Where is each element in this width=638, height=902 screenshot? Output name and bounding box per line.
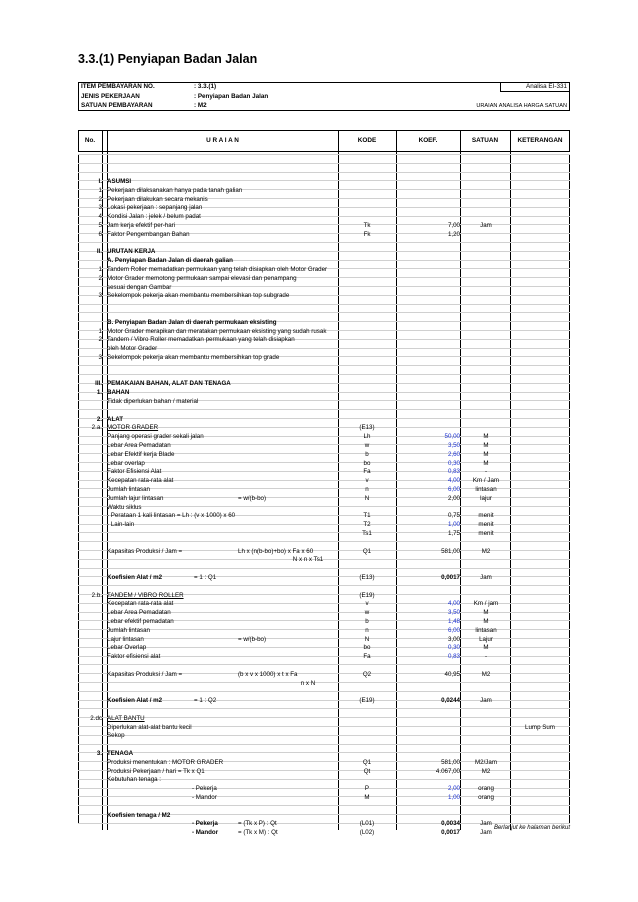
cell-kode: P <box>364 785 370 793</box>
table-row <box>78 609 570 618</box>
cell-desc: A. Penyiapan Badan Jalan di daerah galian <box>107 257 233 265</box>
table-row <box>78 319 570 328</box>
grid-line <box>78 409 570 410</box>
cell-kode: w <box>364 442 370 449</box>
cell-koef: 1,00 <box>447 794 460 801</box>
table-row <box>78 257 570 266</box>
table-row <box>78 504 570 513</box>
col-uraian: U R A I A N <box>206 137 239 144</box>
cell-koef: 0,0244 <box>441 697 460 705</box>
cell-sat: M <box>483 442 489 449</box>
cell-sat: M <box>483 644 489 652</box>
cell-kode: N <box>364 494 370 502</box>
cell-no: 2.dc <box>90 714 102 722</box>
cell-desc: Kecepatan rata-rata alat <box>107 477 174 485</box>
cell-no: 2.b. <box>91 591 102 599</box>
col-koef: KOEF. <box>418 137 438 144</box>
table-row <box>78 592 570 601</box>
cell-mid2: N x n x Ts1 <box>292 556 324 564</box>
cell-mid: = w/(b-bo) <box>238 635 267 643</box>
table-row <box>78 644 570 653</box>
cell-koef: 0,83 <box>447 468 460 476</box>
grid-line <box>78 312 570 313</box>
cell-desc: Lebar Area Pemadatan <box>107 442 171 449</box>
cell-koef: 1,48 <box>447 618 460 625</box>
table-row <box>78 521 570 530</box>
analysis-sheet <box>78 130 570 837</box>
table-row <box>78 416 570 425</box>
cell-desc: Koefisien Alat / m2 <box>107 574 163 581</box>
cell-desc: PEMAKAIAN BAHAN, ALAT DAN TENAGA <box>107 380 231 388</box>
cell-desc: Pekerjaan dilakukan secara mekanis <box>107 195 208 203</box>
cell-koef: 4,00 <box>447 600 460 608</box>
table-row <box>78 433 570 442</box>
cell-desc: Lebar overlap <box>107 459 145 467</box>
cell-sat: M <box>483 450 489 458</box>
cell-no: 3 <box>98 204 102 212</box>
cell-kode: w <box>364 609 370 617</box>
cell-desc: - Perataan 1 kali lintasan = Lh : (v x 1000) x 60 <box>107 512 236 520</box>
table-row <box>78 574 570 583</box>
table-row <box>78 618 570 627</box>
cell-sat: Km / Jam <box>472 477 500 485</box>
item-label: ITEM PEMBAYARAN NO. <box>81 83 155 90</box>
cell-sat: lintasan <box>475 626 497 634</box>
footer-note: Berlanjut ke halaman berikut <box>493 825 570 831</box>
cell-desc: Sekop <box>107 732 125 740</box>
analysis-code: Analisa EI-331 <box>526 83 567 90</box>
cell-desc: Motor Grader merapikan dan meratakan permukaan eksisting yang sudah rusak <box>107 327 327 335</box>
cell-desc: Kebutuhan tenaga : <box>107 776 162 784</box>
cell-koef: 1,00 <box>447 521 460 529</box>
cell-koef: 2,00 <box>447 494 460 502</box>
cell-kode: bo <box>363 644 371 652</box>
cell-no: 6 <box>98 230 102 238</box>
col-satuan: SATUAN <box>471 137 499 144</box>
cell-mid: = w/(b-bo) <box>238 494 267 502</box>
table-row <box>78 196 570 205</box>
cell-kode: v <box>365 600 369 608</box>
table-row <box>78 512 570 521</box>
cell-mid2: n x N <box>300 679 316 687</box>
cell-kode: n <box>365 626 369 634</box>
table-row <box>78 530 570 539</box>
table-row <box>78 732 570 741</box>
cell-no: 2 <box>98 195 102 203</box>
cell-sub: - Pekerja <box>192 785 217 793</box>
table-row <box>78 187 570 196</box>
cell-desc: Diperlukan alat-alat bantu kecil <box>107 723 192 731</box>
cell-kode: Fk <box>363 230 371 238</box>
cell-sub: - Mandor <box>192 794 217 801</box>
cell-kode: (E13) <box>359 574 375 581</box>
cell-koef: 7,00 <box>447 222 460 229</box>
grid-line <box>78 585 570 586</box>
cell-desc: Lebar Overlap <box>107 644 147 652</box>
cell-sat: menit <box>478 512 494 520</box>
table-row <box>78 380 570 389</box>
cell-desc: B. Penyiapan Badan Jalan di daerah permukaan eksisting <box>107 318 277 326</box>
cell-desc: MOTOR GRADER <box>107 424 159 432</box>
cell-kode: (E13) <box>359 424 375 432</box>
table-row <box>78 328 570 337</box>
cell-kode: n <box>365 486 369 493</box>
page-title: 3.3.(1) Penyiapan Badan Jalan <box>78 52 258 66</box>
cell-sat: M <box>483 618 489 625</box>
cell-desc: Jumlah lintasan <box>107 486 150 493</box>
cell-no: 2 <box>98 336 102 344</box>
cell-desc: TANDEM / VIBRO ROLLER <box>107 591 184 599</box>
cell-desc: Kecepatan rata-rata alat <box>107 600 174 608</box>
cell-kode: bo <box>363 459 371 467</box>
cell-kode: (L02) <box>359 829 375 837</box>
cell-desc: Jumlah lajur lintasan <box>107 494 164 502</box>
cell-koef: 2,60 <box>447 450 460 458</box>
cell-desc: TENAGA <box>107 750 134 757</box>
cell-sat: lintasan <box>475 486 497 493</box>
cell-kode: N <box>364 635 370 643</box>
cell-desc: Kondisi Jalan : jelek / belum padat <box>107 213 201 221</box>
cell-sat: Jam <box>480 697 492 705</box>
cell-no: 2.a. <box>91 424 102 432</box>
table-row <box>78 178 570 187</box>
cell-desc: Faktor Efisiensi Alat <box>107 468 162 476</box>
table-row <box>78 680 570 689</box>
cell-koef: 3,00 <box>447 635 460 643</box>
table-row <box>78 548 570 557</box>
table-row <box>78 671 570 680</box>
cell-koef: 0,0017 <box>441 829 460 837</box>
cell-desc: Produksi menentukan : MOTOR GRADER <box>107 758 224 766</box>
cell-no: I. <box>98 178 102 185</box>
table-row <box>78 204 570 213</box>
cell-desc: BAHAN <box>107 389 130 397</box>
grid-line <box>78 744 570 745</box>
cell-koef: 3,50 <box>447 442 460 449</box>
cell-desc: Motor Grader memotong permukaan sampai elevasi dan penampang <box>107 274 297 282</box>
table-row <box>78 424 570 433</box>
table-row <box>78 275 570 284</box>
cell-desc: Kapasitas Produksi / Jam = <box>107 670 183 678</box>
cell-desc: Produksi Pekerjaan / hari = Tk x Q1 <box>107 767 205 775</box>
cell-desc: Jam kerja efektif per-hari <box>107 222 176 229</box>
table-row <box>78 627 570 636</box>
cell-no: 3. <box>96 750 102 757</box>
cell-koef: 0,83 <box>447 653 460 661</box>
table-row <box>78 345 570 354</box>
cell-no: III. <box>95 380 102 388</box>
table-row <box>78 248 570 257</box>
cell-desc: Faktor Pengembangan Bahan <box>107 230 190 238</box>
table-row <box>78 292 570 301</box>
cell-sat: - <box>484 653 488 661</box>
cell-koef: 4.067,00 <box>435 767 460 775</box>
cell-sat: lajur <box>480 494 492 502</box>
table-row <box>78 354 570 363</box>
cell-sub: - Mandor <box>192 829 219 837</box>
cell-koef: 0,30 <box>447 459 460 467</box>
cell-koef: 6,00 <box>447 626 460 634</box>
cell-sub: - Pekerja <box>192 820 218 828</box>
cell-koef: 6,00 <box>447 486 460 493</box>
grid-line <box>78 568 570 569</box>
cell-desc: Sekelompok pekerja akan membantu membersihkan top subgrade <box>107 292 290 300</box>
cell-kode: M <box>364 794 370 801</box>
cell-koef: 2,00 <box>447 785 460 793</box>
cell-sat: Km / jam <box>473 600 499 608</box>
cell-kode: Fa <box>363 468 371 476</box>
header-box <box>78 82 570 111</box>
table-row <box>78 266 570 275</box>
table-row <box>78 284 570 293</box>
cell-sat: M2 <box>481 670 491 678</box>
grid-line <box>78 304 570 305</box>
table-row <box>78 389 570 398</box>
cell-desc: Lebar Efektif kerja Blade <box>107 450 175 458</box>
cell-kode: (E19) <box>359 591 375 599</box>
cell-kode: Tk <box>363 222 371 229</box>
uraian-note: URAIAN ANALISA HARGA SATUAN <box>476 103 567 109</box>
cell-koef: 1,75 <box>447 530 460 537</box>
cell-desc: sesuai dengan Gambar <box>107 283 172 291</box>
satuan-label: SATUAN PEMBAYARAN <box>81 102 153 109</box>
cell-no: 3 <box>98 292 102 300</box>
grid-line <box>78 374 570 375</box>
table-row <box>78 477 570 486</box>
cell-no: II. <box>96 248 102 256</box>
cell-desc: oleh Motor Grader <box>107 345 158 353</box>
table-row <box>78 222 570 231</box>
item-value: : 3.3.(1) <box>194 83 217 90</box>
cell-sat: Jam <box>480 574 492 581</box>
cell-kode: Q1 <box>362 758 372 766</box>
table-row <box>78 600 570 609</box>
cell-desc: Panjang operasi grader sekali jalan <box>107 433 204 441</box>
cell-no: 5 <box>98 222 102 229</box>
table-row <box>78 451 570 460</box>
cell-desc: ALAT <box>107 415 124 423</box>
grid-line <box>78 664 570 665</box>
table-row <box>78 759 570 768</box>
cell-koef: 50,00 <box>444 433 460 441</box>
cell-desc: Tandem Roller memadatkan permukaan yang telah disiapkan oleh Motor Grader <box>107 266 328 273</box>
satuan-value: : M2 <box>194 102 207 109</box>
grid-line <box>78 691 570 692</box>
cell-sat: - <box>484 468 488 476</box>
cell-desc: - Lain-lain <box>107 521 135 529</box>
col-kode: KODE <box>357 137 377 144</box>
cell-no: 2 <box>98 274 102 282</box>
cell-mid: = (Tk x P) : Qt <box>238 820 277 828</box>
cell-desc: Lajur lintasan <box>107 635 144 643</box>
cell-sat: menit <box>478 530 494 537</box>
cell-desc: Jumlah lintasan <box>107 626 150 634</box>
cell-sat: M2 <box>481 547 491 555</box>
cell-desc: Waktu siklus <box>107 503 142 511</box>
cell-sat: menit <box>478 521 494 529</box>
cell-desc: Pekerjaan dilaksanakan hanya pada tanah galian <box>107 186 243 194</box>
cell-kode: (L01) <box>359 820 375 828</box>
table-row <box>78 486 570 495</box>
cell-sat: Jam <box>480 820 492 828</box>
cell-no: 1. <box>96 389 102 397</box>
cell-sat: M <box>483 609 489 617</box>
cell-desc: ALAT BANTU <box>107 714 145 722</box>
cell-sat: M2/Jam <box>474 758 497 766</box>
grid-line <box>78 163 570 164</box>
grid-line <box>78 541 570 542</box>
cell-desc: Koefisien Alat / m2 <box>107 697 163 705</box>
cell-koef: 581,00 <box>441 758 460 766</box>
cell-kode: v <box>365 477 369 485</box>
cell-desc: Lebar efektif pemadatan <box>107 618 174 625</box>
table-row <box>78 715 570 724</box>
cell-sat: M <box>483 459 489 467</box>
cell-no: 2. <box>96 415 102 423</box>
table-row <box>78 398 570 407</box>
cell-kode: b <box>365 450 369 458</box>
cell-mid: Lh x (n(b-bo)+bo) x Fa x 60 <box>238 547 314 555</box>
table-row <box>78 776 570 785</box>
cell-sat: M <box>483 433 489 441</box>
cell-kode: T2 <box>363 521 371 529</box>
cell-sat: M2 <box>481 767 491 775</box>
cell-koef: 0,0034 <box>441 820 460 828</box>
cell-desc: Tidak diperlukan bahan / material <box>107 398 199 405</box>
table-row <box>78 468 570 477</box>
grid-line <box>78 172 570 173</box>
table-row <box>78 697 570 706</box>
cell-sat: orang <box>478 794 494 801</box>
jenis-value: : Penyiapan Badan Jalan <box>194 93 269 100</box>
table-row <box>78 556 570 565</box>
table-row <box>78 750 570 759</box>
cell-desc: Kapasitas Produksi / Jam = <box>107 547 183 555</box>
cell-no: 3 <box>98 354 102 361</box>
cell-mid3: = 1 : Q2 <box>194 697 217 705</box>
cell-kode: Fa <box>363 653 371 661</box>
table-row <box>78 785 570 794</box>
grid-line <box>78 365 570 366</box>
jenis-label: JENIS PEKERJAAN <box>81 93 140 100</box>
table-row <box>78 636 570 645</box>
cell-no: 1 <box>98 186 102 194</box>
table-row <box>78 653 570 662</box>
cell-mid: = (Tk x M) : Qt <box>238 829 278 837</box>
cell-no: 1 <box>98 327 102 335</box>
table-row <box>78 812 570 821</box>
cell-kode: Qt <box>363 767 371 775</box>
cell-no: 1 <box>98 266 102 273</box>
cell-kode: Ts1 <box>362 530 372 537</box>
table-row <box>78 336 570 345</box>
grid-line <box>78 154 570 155</box>
cell-sat: Lajur <box>479 635 493 643</box>
cell-koef: 1,20 <box>447 230 460 238</box>
table-row <box>78 213 570 222</box>
cell-sat: Jam <box>480 829 492 837</box>
cell-desc: ASUMSI <box>107 178 132 185</box>
table-row <box>78 460 570 469</box>
table-row <box>78 442 570 451</box>
cell-desc: Koefisien tenaga / M2 <box>107 811 171 819</box>
cell-kode: Q2 <box>362 670 372 678</box>
cell-koef: 0,0017 <box>441 574 460 581</box>
cell-desc: Tandem / Vibro Roller memadatkan permukaan yang telah disiapkan <box>107 336 295 344</box>
cell-kode: b <box>365 618 369 625</box>
table-row <box>78 724 570 733</box>
cell-koef: 0,30 <box>447 644 460 652</box>
cell-desc: Lebar Area Pemadatan <box>107 609 171 617</box>
table-row <box>78 768 570 777</box>
cell-kode: T1 <box>363 512 371 520</box>
cell-mid: (b x v x 1000) x t x Fa <box>238 670 298 678</box>
cell-kode: Lh <box>363 433 371 441</box>
cell-koef: 3,50 <box>447 609 460 617</box>
grid-line <box>78 708 570 709</box>
grid-line <box>78 242 570 243</box>
cell-koef: 0,75 <box>447 512 460 520</box>
cell-sat: orang <box>478 785 494 793</box>
grid-line <box>78 805 570 806</box>
cell-ket: Lump Sum <box>525 723 555 731</box>
cell-desc: Sekelompok pekerja akan membantu membersihkan top grade <box>107 354 280 361</box>
cell-kode: Q1 <box>362 547 372 555</box>
cell-desc: Faktor efisiensi alat <box>107 653 161 661</box>
cell-desc: Lokasi pekerjaan : sepanjang jalan <box>107 204 203 212</box>
cell-sat: Jam <box>480 222 492 229</box>
table-row <box>78 794 570 803</box>
analysis-box <box>500 82 570 92</box>
cell-koef: 4,00 <box>447 477 460 485</box>
cell-no: 4 <box>98 213 102 221</box>
col-keterangan: KETERANGAN <box>517 137 563 144</box>
table-row <box>78 495 570 504</box>
cell-koef: 581,00 <box>441 547 460 555</box>
col-no: No. <box>84 137 96 144</box>
cell-koef: 40,95 <box>444 670 460 678</box>
table-row <box>78 231 570 240</box>
cell-desc: URUTAN KERJA <box>107 248 156 256</box>
cell-mid3: = 1 : Q1 <box>194 574 217 581</box>
cell-kode: (E19) <box>359 697 375 705</box>
